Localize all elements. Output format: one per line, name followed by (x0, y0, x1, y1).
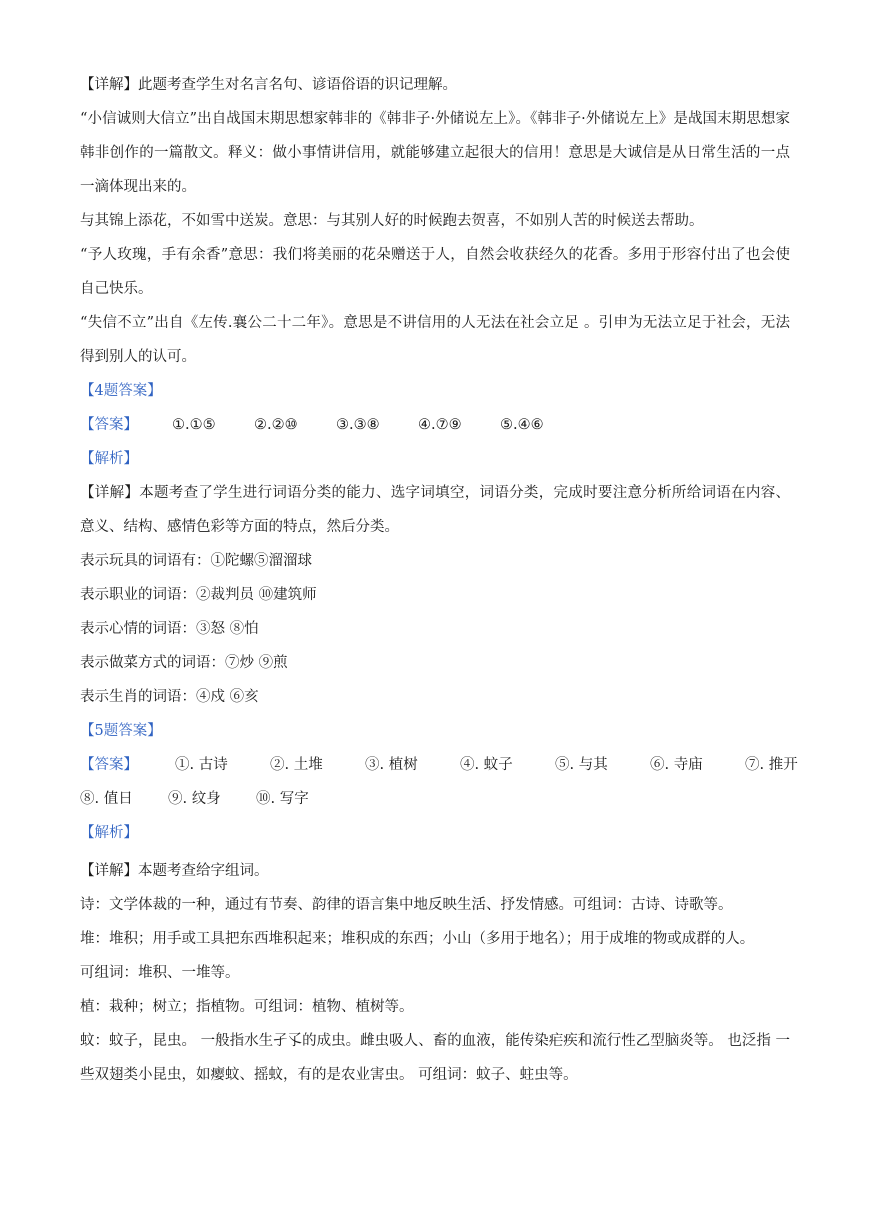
q5-word-line: 诗：文学体裁的一种，通过有节奏、韵律的语言集中地反映生活、抒发情感。可组词：古诗、诗歌等。 (80, 897, 733, 913)
q4-category-line: 表示玩具的词语有：①陀螺⑤溜溜球 (80, 553, 312, 569)
q4-analysis-label: 【解析】 (80, 451, 138, 467)
explanation-jinshang: 与其锦上添花，不如雪中送炭。意思：与其别人好的时候跑去贺喜，不如别人苦的时候送去帮助。 (80, 213, 704, 229)
q5-answer-item: ①. 古诗 (175, 757, 228, 773)
q4-answer-item: ②.②⑩ (254, 417, 298, 433)
detail-paragraph-q3: 【详解】此题考查学生对名言名句、谚语俗语的识记理解。 (80, 77, 457, 93)
q5-answer-item: ⑩. 写字 (256, 791, 309, 807)
q5-word-line: 植：栽种；树立；指植物。可组词：植物、植树等。 (80, 999, 414, 1015)
q5-answer-item: ⑦. 推开 (745, 757, 798, 773)
explanation-xiaoxin: “小信诚则大信立”出自战国末期思想家韩非的《韩非子·外储说左上》。《韩非子·外储说左上》是战国末期思想家韩非创作的一篇散文。释义：做小事情讲信用，就能够建立起很大的信用！意思是大诚信是从日常生活的一点一滴体现出来的。 (80, 111, 790, 195)
explanation-meigui: “予人玫瑰，手有余香”意思：我们将美丽的花朵赠送于人，自然会收获经久的花香。多用于形容付出了也会使自己快乐。 (80, 247, 790, 297)
q4-detail: 【详解】本题考查了学生进行词语分类的能力、选字词填空，词语分类，完成时要注意分析所给词语在内容、意义、结构、感情色彩等方面的特点，然后分类。 (80, 485, 790, 535)
q4-answer-item: ④.⑦⑨ (418, 417, 462, 433)
q4-answer-item: ①.①⑤ (172, 417, 216, 433)
q4-answer-row (80, 408, 790, 442)
q5-answer-item: ⑤. 与其 (555, 757, 608, 773)
q4-category-line: 表示做菜方式的词语：⑦炒 ⑨煎 (80, 655, 288, 671)
q4-answer-item: ③.③⑧ (336, 417, 380, 433)
q5-analysis-label: 【解析】 (80, 825, 138, 841)
q5-answer-row-1 (80, 748, 798, 782)
q5-word-line: 可组词：堆积、一堆等。 (80, 965, 240, 981)
q4-heading: 【4题答案】 (80, 383, 162, 399)
q4-category-line: 表示生肖的词语：④戍 ⑥亥 (80, 689, 259, 705)
explanation-shixin: “失信不立”出自《左传.襄公二十二年》。意思是不讲信用的人无法在社会立足 。引申为无法立足于社会，无法得到别人的认可。 (80, 315, 790, 365)
q5-word-line: 堆：堆积；用手或工具把东西堆积起来；堆积成的东西；小山（多用于地名）；用于成堆的物或成群的人。 (80, 931, 755, 947)
q5-answer-item: ⑨. 纹身 (168, 791, 221, 807)
q4-answer-item: ⑤.④⑥ (500, 417, 544, 433)
q5-detail: 【详解】本题考查给字组词。 (80, 863, 269, 879)
q5-answer-item: ⑧. 值日 (80, 791, 133, 807)
q4-category-line: 表示职业的词语：②裁判员 ⑩建筑师 (80, 587, 317, 603)
q4-category-line: 表示心情的词语：③怒 ⑧怕 (80, 621, 259, 637)
q5-answer-item: ③. 植树 (365, 757, 418, 773)
q5-answer-item: ②. 土堆 (270, 757, 323, 773)
q5-answer-item: ⑥. 寺庙 (650, 757, 703, 773)
q5-answer-row-2 (80, 782, 790, 816)
document-page (80, 68, 798, 1092)
q4-answer-tag: 【答案】 (80, 417, 138, 433)
q5-answer-tag: 【答案】 (80, 757, 138, 773)
q5-word-line: 蚊：蚊子，昆虫。 一般指水生孑孓的成虫。雌虫吸人、畜的血液，能传染疟疾和流行性乙型脑炎等。 也泛指 一些双翅类小昆虫，如瘿蚊、摇蚊，有的是农业害虫。 可组词：蚊子、蛀虫等。 (80, 1033, 790, 1083)
q5-heading: 【5题答案】 (80, 723, 162, 739)
q5-answer-item: ④. 蚊子 (460, 757, 513, 773)
